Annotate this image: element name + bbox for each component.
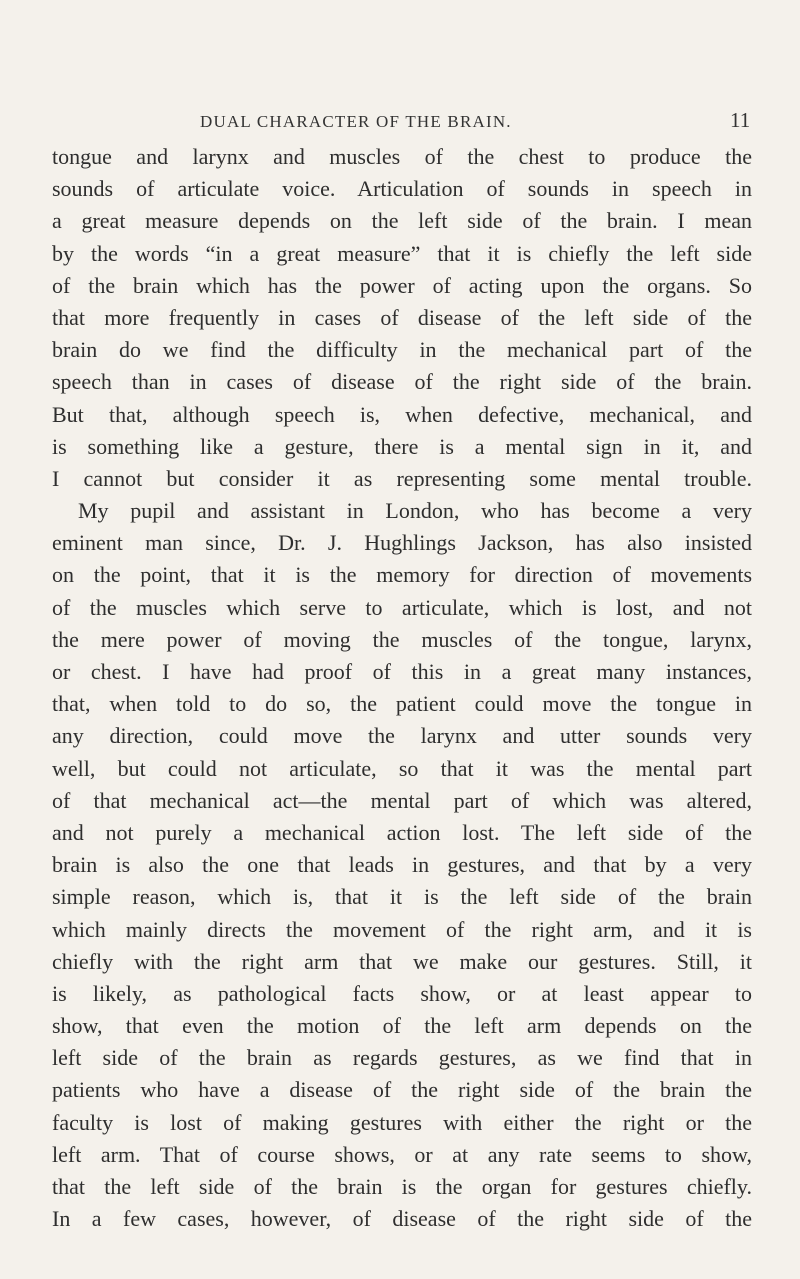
text-line: I cannot but consider it as representing some mental trouble. [52, 465, 752, 491]
text-line: My pupil and assistant in London, who has become a very [78, 498, 752, 524]
text-line: any direction, could move the larynx and utter sounds very [52, 723, 752, 749]
text-line: is likely, as pathological facts show, or at least appear to [52, 980, 752, 1006]
text-line: brain do we find the difficulty in the mechanical part of the [52, 337, 752, 363]
text-line: of the brain which has the power of acting upon the organs. So [52, 272, 752, 298]
text-line: left arm. That of course shows, or at any rate seems to show, [52, 1141, 752, 1167]
text-line: and not purely a mechanical action lost. The left side of the [52, 819, 752, 845]
text-line: well, but could not articulate, so that it was the mental part [52, 755, 752, 781]
text-line: patients who have a disease of the right side of the brain the [52, 1077, 752, 1103]
text-line: tongue and larynx and muscles of the chest to produce the [52, 144, 752, 169]
text-line: brain is also the one that leads in gestures, and that by a very [52, 852, 752, 878]
text-line: eminent man since, Dr. J. Hughlings Jackson, has also insisted [52, 530, 752, 556]
text-line: that more frequently in cases of disease of the left side of the [52, 304, 752, 330]
text-line: sounds of articulate voice. Articulation of sounds in speech in [52, 176, 752, 202]
text-line: But that, although speech is, when defective, mechanical, and [52, 401, 752, 427]
text-line: that the left side of the brain is the organ for gestures chiefly. [52, 1174, 752, 1199]
text-line: show, that even the motion of the left arm depends on the [52, 1013, 752, 1039]
text-line: left side of the brain as regards gestures, as we find that in [52, 1045, 752, 1071]
text-line: simple reason, which is, that it is the left side of the brain [52, 884, 752, 910]
text-line: or chest. I have had proof of this in a great many instances, [52, 659, 752, 684]
text-line: a great measure depends on the left side of the brain. I mean [52, 208, 752, 234]
text-line: of the muscles which serve to articulate, which is lost, and not [52, 594, 752, 620]
text-line: by the words “in a great measure” that it is chiefly the left side [52, 240, 752, 266]
page-number: 11 [730, 108, 751, 132]
text-line: on the point, that it is the memory for direction of movements [52, 562, 752, 588]
text-line: is something like a gesture, there is a mental sign in it, and [52, 433, 752, 459]
running-head: DUAL CHARACTER OF THE BRAIN. [200, 112, 512, 131]
text-line: faculty is lost of making gestures with either the right or the [52, 1109, 752, 1135]
text-line: which mainly directs the movement of the right arm, and it is [52, 916, 752, 942]
body-text [52, 141, 752, 1235]
text-line: that, when told to do so, the patient could move the tongue in [52, 691, 752, 717]
text-line: chiefly with the right arm that we make our gestures. Still, it [52, 948, 752, 974]
text-line: of that mechanical act—the mental part of which was altered, [52, 787, 752, 813]
text-line: In a few cases, however, of disease of the right side of the [52, 1206, 752, 1232]
text-line: speech than in cases of disease of the right side of the brain. [52, 369, 752, 395]
text-line: the mere power of moving the muscles of the tongue, larynx, [52, 626, 752, 652]
